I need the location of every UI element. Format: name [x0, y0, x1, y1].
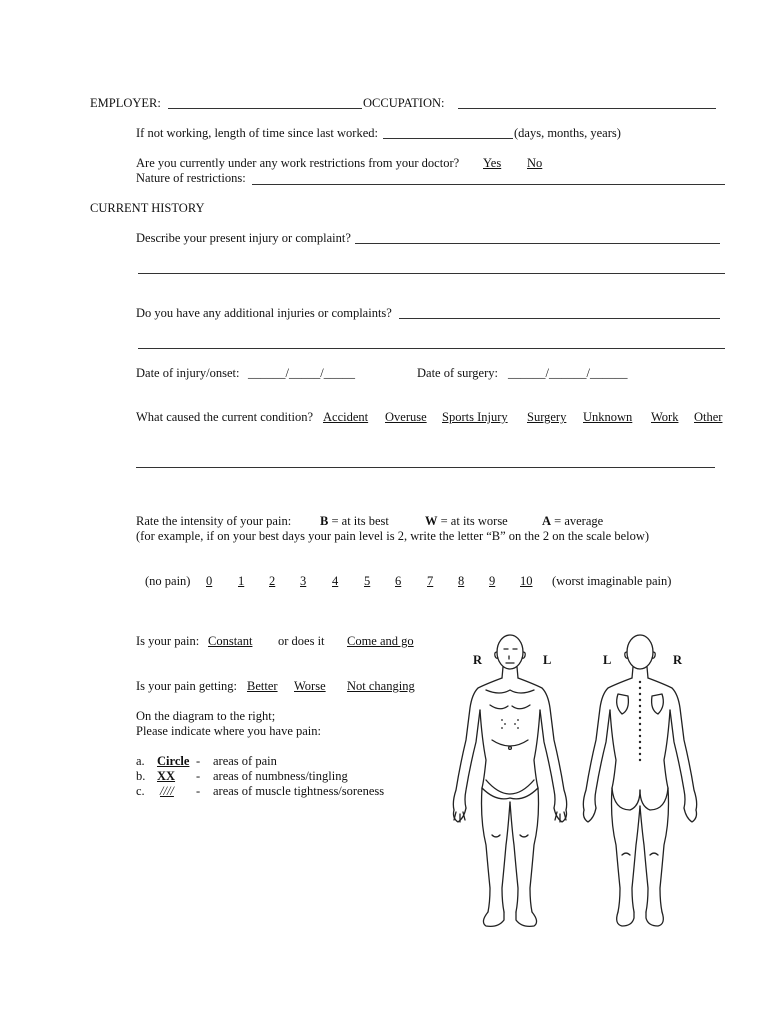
legend-circle-mark: Circle — [157, 754, 190, 768]
not-working-question: If not working, length of time since last worked: — [136, 126, 378, 140]
back-right-label: R — [673, 653, 683, 667]
best-legend: B = at its best — [320, 514, 389, 528]
additional-injuries-field-line2[interactable] — [138, 348, 725, 349]
cause-option-surgery[interactable]: Surgery — [527, 410, 567, 424]
cause-other-field[interactable] — [136, 467, 715, 468]
additional-injuries-field[interactable] — [399, 318, 720, 319]
scale-worst-pain-label: (worst imaginable pain) — [552, 574, 672, 588]
restrictions-yes-option[interactable]: Yes — [483, 156, 502, 170]
legend-xx-mark: XX — [157, 769, 176, 783]
average-legend: A = average — [542, 514, 604, 528]
pain-or-text: or does it — [278, 634, 325, 648]
pain-rating-intro: Rate the intensity of your pain: — [136, 514, 292, 528]
legend-b-dash: - — [196, 769, 201, 783]
scale-number-9[interactable]: 9 — [489, 574, 496, 588]
legend-a-desc: areas of pain — [213, 754, 277, 768]
restrictions-question: Are you currently under any work restrictions from your doctor? — [136, 156, 460, 170]
date-surgery-field[interactable]: ______/______/______ — [508, 366, 628, 380]
time-since-worked-field[interactable] — [383, 138, 513, 139]
scale-number-3[interactable]: 3 — [300, 574, 307, 588]
restrictions-no-option[interactable]: No — [527, 156, 543, 170]
present-injury-field[interactable] — [355, 243, 720, 244]
pain-getting-label: Is your pain getting: — [136, 679, 238, 693]
scale-number-6[interactable]: 6 — [395, 574, 402, 588]
scale-number-7[interactable]: 7 — [427, 574, 434, 588]
scale-number-4[interactable]: 4 — [332, 574, 339, 588]
pain-not-changing-option[interactable]: Not changing — [347, 679, 415, 693]
back-left-label: L — [603, 653, 612, 667]
scale-number-5[interactable]: 5 — [364, 574, 371, 588]
pain-worse-option[interactable]: Worse — [294, 679, 326, 693]
cause-option-unknown[interactable]: Unknown — [583, 410, 633, 424]
cause-option-overuse[interactable]: Overuse — [385, 410, 427, 424]
cause-option-other[interactable]: Other — [694, 410, 723, 424]
legend-a-letter: a. — [136, 754, 145, 768]
legend-a-dash: - — [196, 754, 201, 768]
nature-restrictions-label: Nature of restrictions: — [136, 171, 246, 185]
front-right-label: R — [473, 653, 483, 667]
date-injury-label: Date of injury/onset: — [136, 366, 240, 380]
scale-number-8[interactable]: 8 — [458, 574, 465, 588]
scale-number-0[interactable]: 0 — [206, 574, 213, 588]
cause-option-accident[interactable]: Accident — [323, 410, 369, 424]
front-left-label: L — [543, 653, 552, 667]
cause-option-sports-injury[interactable]: Sports Injury — [442, 410, 508, 424]
back-body-diagram[interactable] — [570, 630, 710, 935]
diagram-instruction-line1: On the diagram to the right; — [136, 709, 276, 723]
present-injury-field-line2[interactable] — [138, 273, 725, 274]
front-body-diagram[interactable] — [440, 630, 580, 935]
current-history-heading: CURRENT HISTORY — [90, 201, 205, 215]
additional-injuries-question: Do you have any additional injuries or complaints? — [136, 306, 392, 320]
occupation-field[interactable] — [458, 108, 716, 109]
legend-b-letter: b. — [136, 769, 146, 783]
employer-field[interactable] — [168, 108, 362, 109]
pain-come-go-option[interactable]: Come and go — [347, 634, 414, 648]
legend-c-dash: - — [196, 784, 201, 798]
legend-slash-mark: //// — [160, 784, 174, 798]
worst-legend: W = at its worse — [425, 514, 508, 528]
cause-option-work[interactable]: Work — [651, 410, 679, 424]
occupation-label: OCCUPATION: — [363, 96, 445, 110]
time-units-label: (days, months, years) — [514, 126, 621, 140]
date-surgery-label: Date of surgery: — [417, 366, 498, 380]
scale-number-10[interactable]: 10 — [520, 574, 533, 588]
employer-label: EMPLOYER: — [90, 96, 161, 110]
pain-rating-example: (for example, if on your best days your pain level is 2, write the letter “B” on the 2 on the scale below) — [136, 529, 650, 543]
cause-question: What caused the current condition? — [136, 410, 314, 424]
date-injury-field[interactable]: ______/_____/_____ — [248, 366, 355, 380]
pain-constant-option[interactable]: Constant — [208, 634, 253, 648]
scale-number-1[interactable]: 1 — [238, 574, 245, 588]
legend-c-letter: c. — [136, 784, 145, 798]
scale-number-2[interactable]: 2 — [269, 574, 276, 588]
pain-better-option[interactable]: Better — [247, 679, 278, 693]
legend-c-desc: areas of muscle tightness/soreness — [213, 784, 385, 798]
diagram-instruction-line2: Please indicate where you have pain: — [136, 724, 321, 738]
legend-b-desc: areas of numbness/tingling — [213, 769, 348, 783]
nature-restrictions-field[interactable] — [252, 184, 725, 185]
scale-no-pain-label: (no pain) — [145, 574, 191, 588]
present-injury-question: Describe your present injury or complaint? — [136, 231, 351, 245]
pain-type-label: Is your pain: — [136, 634, 200, 648]
